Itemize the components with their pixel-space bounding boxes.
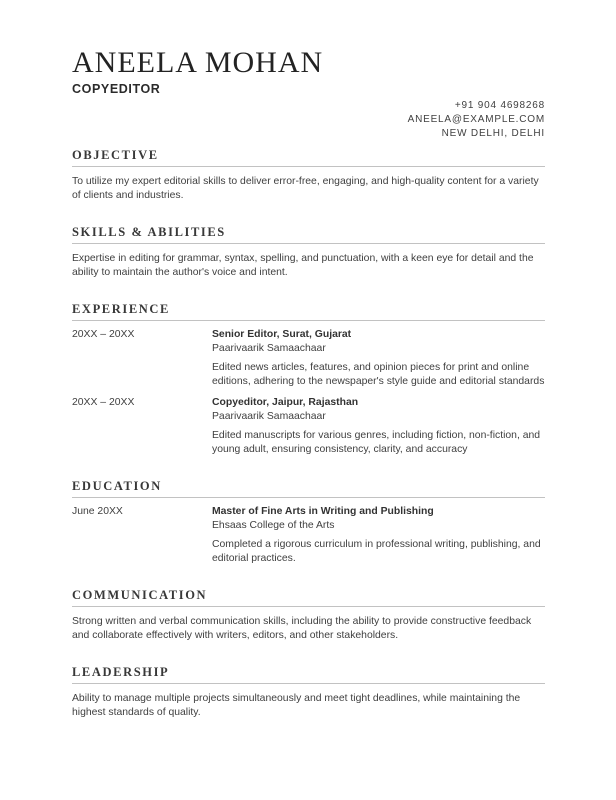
candidate-name: ANEELA MOHAN xyxy=(72,46,324,79)
section-heading: SKILLS & ABILITIES xyxy=(72,226,545,244)
section-education xyxy=(72,480,545,565)
entry-organization: Paarivaarik Samaachaar xyxy=(212,410,326,422)
contact-location: NEW DELHI, DELHI xyxy=(441,128,545,139)
section-heading: EDUCATION xyxy=(72,480,545,498)
section-heading: COMMUNICATION xyxy=(72,589,545,607)
section-objective xyxy=(72,149,545,202)
entry-title: Senior Editor, Surat, Gujarat xyxy=(212,329,352,340)
contact-email: ANEELA@EXAMPLE.COM xyxy=(407,114,545,125)
section-leadership xyxy=(72,666,545,719)
section-experience xyxy=(72,303,545,456)
section-body-text: Ability to manage multiple projects simultaneously and meet tight deadlines, while maintaining the highest standards of quality. xyxy=(72,693,521,718)
entry-date: June 20XX xyxy=(72,506,123,517)
section-communication xyxy=(72,589,545,642)
entry-date: 20XX – 20XX xyxy=(72,397,135,408)
entry-organization: Paarivaarik Samaachaar xyxy=(212,342,326,354)
entry-description: Edited manuscripts for various genres, including fiction, non-fiction, and young adult, ensuring consistency, clarity, and accuracy xyxy=(212,430,541,455)
contact-phone: +91 904 4698268 xyxy=(454,100,545,111)
section-body-text: Strong written and verbal communication skills, including the ability to provide constructive feedback and collaborate effectively with writers, editors, and other stakeholders. xyxy=(72,616,532,641)
experience-entry xyxy=(72,396,545,456)
entry-main xyxy=(212,396,545,456)
entry-title: Copyeditor, Jaipur, Rajasthan xyxy=(212,397,359,408)
entry-description: Edited news articles, features, and opinion pieces for print and online editions, adhering to the newspaper's style guide and editorial standards xyxy=(212,362,545,387)
experience-entry xyxy=(72,328,545,388)
experience-entries xyxy=(72,328,545,456)
section-body-text: Expertise in editing for grammar, syntax, spelling, and punctuation, with a keen eye for detail and the ability to maintain the author's voice and intent. xyxy=(72,253,534,278)
section-heading: EXPERIENCE xyxy=(72,303,545,321)
section-heading: LEADERSHIP xyxy=(72,666,545,684)
section-skills-abilities xyxy=(72,226,545,279)
education-entries xyxy=(72,505,545,565)
entry-date: 20XX – 20XX xyxy=(72,329,135,340)
section-body-text: To utilize my expert editorial skills to deliver error-free, engaging, and high-quality content for a variety of clients and industries. xyxy=(72,176,539,201)
candidate-title: COPYEDITOR xyxy=(72,82,161,96)
education-entry xyxy=(72,505,545,565)
entry-main xyxy=(212,328,545,388)
section-heading: OBJECTIVE xyxy=(72,149,545,167)
entry-title: Master of Fine Arts in Writing and Publishing xyxy=(212,506,434,517)
resume-header xyxy=(72,46,545,141)
entry-main xyxy=(212,505,545,565)
contact-block xyxy=(72,99,545,141)
entry-description: Completed a rigorous curriculum in professional writing, publishing, and editorial practices. xyxy=(212,539,541,564)
entry-organization: Ehsaas College of the Arts xyxy=(212,519,335,531)
